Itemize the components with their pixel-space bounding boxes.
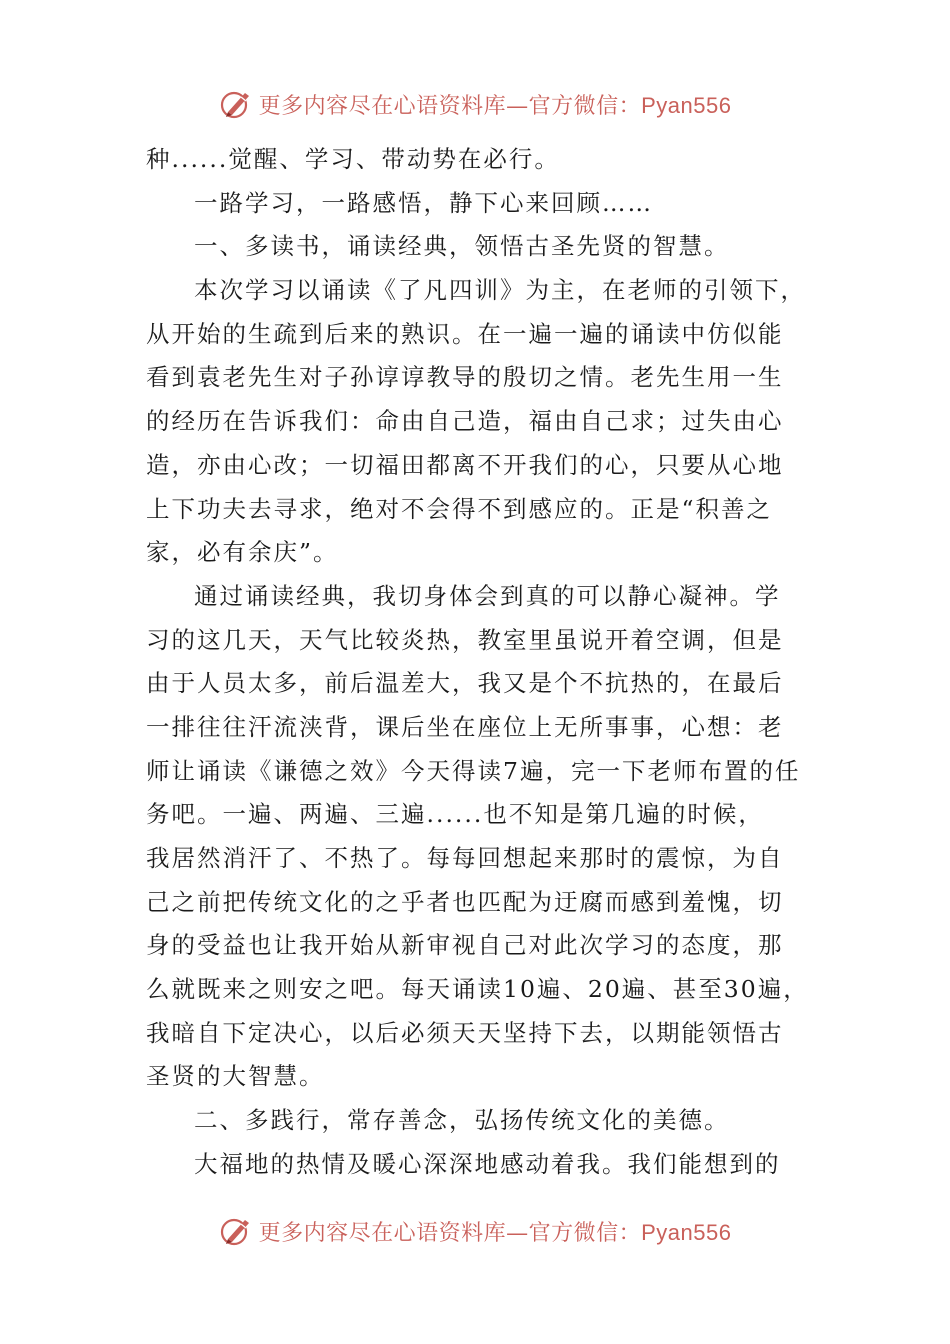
header-banner [0,84,950,124]
body-line-22: 圣贤的大智慧。 [146,1062,325,1091]
body-line-16: 务吧。一遍、两遍、三遍......也不知是第几遍的时候， [146,800,764,829]
body-line-18: 己之前把传统文化的之乎者也匹配为迂腐而感到羞愧，切 [146,887,784,916]
body-line-12: 习的这几天，天气比较炎热，教室里虽说开着空调，但是 [146,625,784,654]
body-line-5: 从开始的生疏到后来的熟识。在一遍一遍的诵读中仿似能 [146,319,784,348]
header-wechat-id: Pyan556 [641,92,732,118]
body-line-17: 我居然消汗了、不热了。每每回想起来那时的震惊，为自 [146,844,784,872]
body-line-13: 由于人员太多，前后温差大，我又是个不抗热的，在最后 [146,669,784,698]
body-line-2: 一路学习，一路感悟，静下心来回顾…… [194,188,653,217]
body-line-7: 的经历在告诉我们：命由自己造，福由自己求；过失由心 [146,407,784,436]
body-line-4: 本次学习以诵读《了凡四训》为主，在老师的引领下， [194,276,806,305]
body-line-24: 大福地的热情及暖心深深地感动着我。我们能想到的 [194,1149,781,1178]
body-line-21: 我暗自下定决心，以后必须天天坚持下去，以期能领悟古 [146,1018,784,1047]
section-heading-2: 二、多践行，常存善念，弘扬传统文化的美德。 [194,1106,730,1135]
body-line-15: 师让诵读《谦德之效》今天得读7遍，完一下老师布置的任 [146,756,801,785]
body-line-19: 身的受益也让我开始从新审视自己对此次学习的态度，那 [146,931,784,960]
document-body [146,138,816,1187]
body-line-9: 上下功夫去寻求，绝对不会得不到感应的。正是“积善之 [146,494,773,523]
footer-banner [0,1211,950,1251]
footer-banner-text: 更多内容尽在心语资料库—官方微信：Pyan556 [258,1219,732,1246]
body-line-8: 造，亦由心改；一切福田都离不开我们的心，只要从心地 [146,450,784,479]
pen-logo-icon [219,1214,253,1248]
body-line-11: 通过诵读经典，我切身体会到真的可以静心凝神。学 [194,581,781,610]
section-heading-1: 一、多读书，诵读经典，领悟古圣先贤的智慧。 [194,232,730,261]
footer-wechat-id: Pyan556 [641,1219,732,1245]
body-line-10: 家，必有余庆”。 [146,538,339,567]
body-line-14: 一排往往汗流浃背，课后坐在座位上无所事事，心想：老 [146,712,784,741]
body-line-6: 看到袁老先生对子孙谆谆教导的殷切之情。老先生用一生 [146,363,784,392]
body-line-1: 种......觉醒、学习、带动势在必行。 [146,145,560,173]
body-line-20: 么就既来之则安之吧。每天诵读10遍、20遍、甚至30遍， [146,975,809,1004]
pen-logo-icon [219,87,253,121]
header-banner-text: 更多内容尽在心语资料库—官方微信：Pyan556 [258,92,732,119]
